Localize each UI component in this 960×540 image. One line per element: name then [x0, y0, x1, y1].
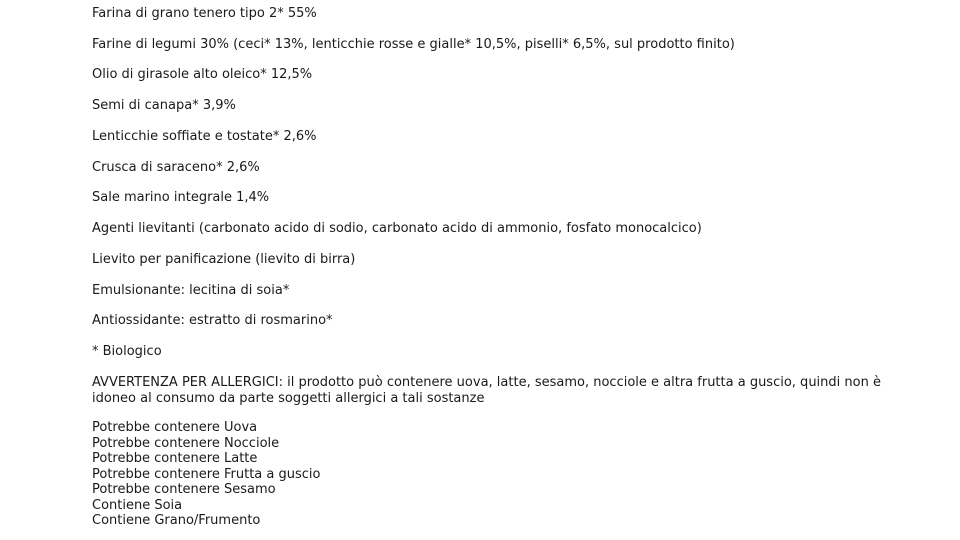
ingredient-line: Lievito per panificazione (lievito di birra) — [92, 252, 356, 267]
ingredient-line: Lenticchie soffiate e tostate* 2,6% — [92, 129, 317, 144]
ingredient-line: Sale marino integrale 1,4% — [92, 190, 270, 205]
ingredient-line: Semi di canapa* 3,9% — [92, 98, 236, 113]
ingredient-line: Farine di legumi 30% (ceci* 13%, lenticchie rosse e gialle* 10,5%, piselli* 6,5%, sul prodotto finito) — [92, 37, 735, 52]
allergen-item: Potrebbe contenere Sesamo — [92, 482, 276, 497]
allergen-item: Potrebbe contenere Nocciole — [92, 435, 280, 451]
ingredient-line: Antiossidante: estratto di rosmarino* — [92, 313, 333, 328]
organic-footnote: * Biologico — [92, 344, 162, 359]
ingredient-line: Crusca di saraceno* 2,6% — [92, 160, 260, 175]
allergen-item: Potrebbe contenere Uova — [92, 420, 258, 435]
ingredient-line: Emulsionante: lecitina di soia* — [92, 283, 290, 298]
allergy-warning: AVVERTENZA PER ALLERGICI: il prodotto può contenere uova, latte, sesamo, nocciole e altra frutta a guscio, quindi non è idoneo al consumo da parte soggetti allergici a tali sostanze — [92, 375, 881, 406]
ingredient-line: Agenti lievitanti (carbonato acido di sodio, carbonato acido di ammonio, fosfato monocalcico) — [92, 221, 702, 236]
allergen-item: Contiene Grano/Frumento — [92, 513, 261, 528]
allergen-item: Potrebbe contenere Latte — [92, 451, 258, 466]
allergen-item: Potrebbe contenere Frutta a guscio — [92, 466, 321, 482]
allergen-item: Contiene Soia — [92, 497, 183, 513]
allergen-list — [92, 420, 320, 529]
ingredient-line: Olio di girasole alto oleico* 12,5% — [92, 67, 313, 82]
ingredient-line: Farina di grano tenero tipo 2* 55% — [92, 6, 317, 21]
